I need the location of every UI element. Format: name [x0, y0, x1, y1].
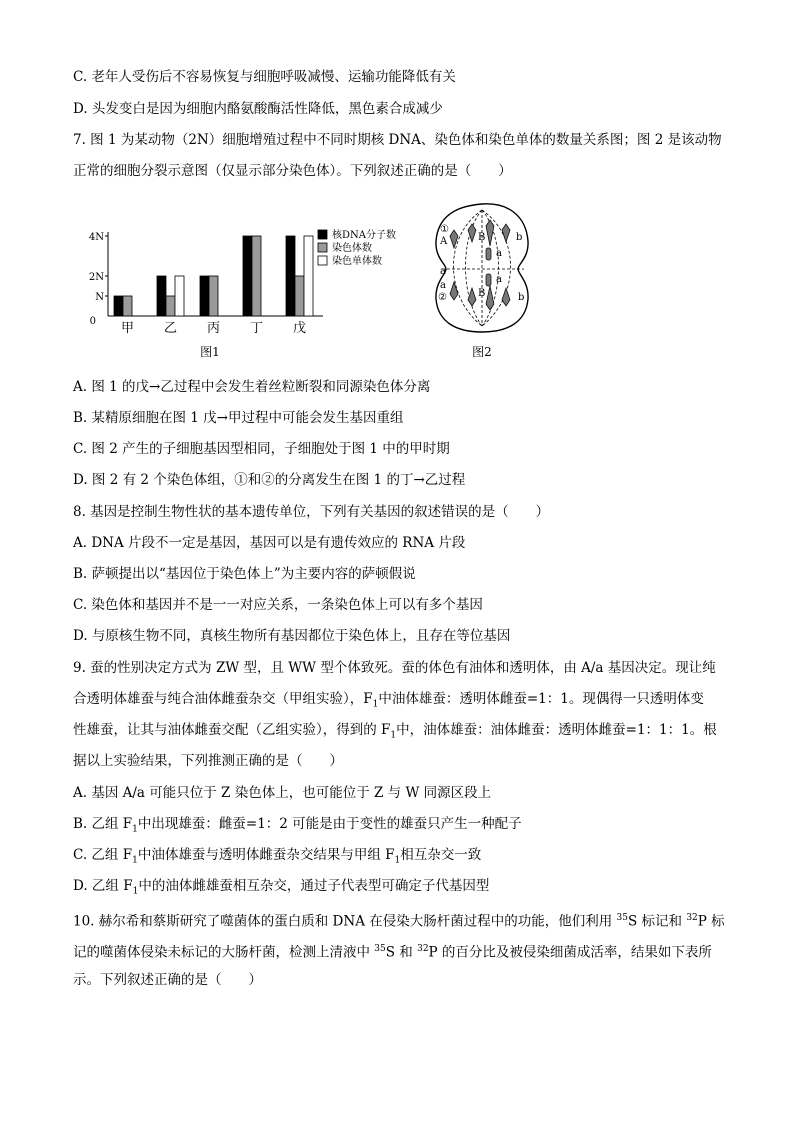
label-a-left: a — [440, 266, 446, 277]
bar — [209, 276, 218, 316]
x-category-label: 丁 — [249, 321, 264, 336]
q7-option-b: B. 某精原细胞在图 1 戊→甲过程中可能会发生基因重组 — [73, 410, 404, 426]
label-a-lower-mid: a — [496, 274, 502, 285]
bar — [175, 276, 184, 316]
x-category-label: 甲 — [120, 321, 135, 336]
q9-stem-line4: 据以上实验结果，下列推测正确的是（ ） — [73, 753, 343, 769]
label-b-lower: b — [518, 292, 525, 303]
label-A-upper: A — [440, 236, 448, 247]
x-category-label: 丙 — [206, 321, 221, 336]
q6-option-d: D. 头发变白是因为细胞内酪氨酸酶活性降低，黑色素合成减少 — [73, 101, 443, 117]
spindle-fibers — [454, 210, 511, 326]
q9-stem-line3: 性雄蚕，让其与油体雌蚕交配（乙组实验），得到的 $F_1$中，油体雄蚕：油体雌蚕：透明体雌蚕=1：1：1。根 — [73, 722, 717, 741]
figure1-caption: 图1 — [200, 345, 220, 359]
q10-stem-line2: 记的噬菌体侵染未标记的大肠杆菌，检测上清液中 $^{35}$S 和 $^{32}$P 的百分比及被侵染细菌成活率，结果如下表所 — [73, 944, 712, 961]
q8-option-d: D. 与原核生物不同，真核生物所有基因都位于染色体上，且存在等位基因 — [73, 628, 511, 644]
q9-option-b: B. 乙组 $F_1$中出现雄蚕：雌蚕=1：2 可能是由于变性的雄蚕只产生一种配子 — [73, 816, 522, 835]
q9-option-c: C. 乙组 $F_1$中油体雄蚕与透明体雌蚕杂交结果与甲组 $F_1$相互杂交一致 — [73, 847, 482, 866]
y-tick-label: N — [95, 292, 104, 303]
figure1-svg — [78, 220, 408, 360]
bar — [286, 236, 295, 316]
figure1-bar-chart — [78, 220, 408, 360]
q7-option-c: C. 图 2 产生的子细胞基因型相同，子细胞处于图 1 中的甲时期 — [73, 441, 450, 457]
label-B-upper: B — [478, 232, 486, 243]
bar — [252, 236, 261, 316]
bar — [123, 296, 132, 316]
q10-stem-line1: 10. 赫尔希和蔡斯研究了噬菌体的蛋白质和 DNA 在侵染大肠杆菌过程中的功能，他们利用 $^{35}$S 标记和 $^{32}$P 标 — [73, 913, 725, 930]
q8-option-c: C. 染色体和基因并不是一一对应关系，一条染色体上可以有多个基因 — [73, 597, 483, 613]
y-tick-label: 2N — [88, 272, 104, 283]
legend-swatch — [318, 230, 327, 239]
bar — [166, 296, 175, 316]
x-category-label: 戊 — [292, 321, 307, 336]
q9-option-d: D. 乙组 $F_1$中的油体雌雄蚕相互杂交，通过子代表型可确定子代基因型 — [73, 878, 490, 897]
bar — [243, 236, 252, 316]
q10-stem-line3: 示。下列叙述正确的是（ ） — [73, 972, 262, 988]
q8-stem: 8. 基因是控制生物性状的基本遗传单位，下列有关基因的叙述错误的是（ ） — [73, 504, 550, 520]
figure2-cell-diagram — [430, 196, 535, 361]
bar — [157, 276, 166, 316]
bar — [200, 276, 209, 316]
legend-swatch — [318, 256, 327, 265]
q6-option-c: C. 老年人受伤后不容易恢复与细胞呼吸减慢、运输功能降低有关 — [73, 69, 456, 85]
figure2-svg — [430, 196, 535, 361]
legend-label: 染色单体数 — [332, 256, 382, 267]
y-tick-label: 0 — [89, 316, 96, 327]
q9-stem-line2: 合透明体雄蚕与纯合油体雌蚕杂交（甲组实验），$F_1$中油体雄蚕：透明体雌蚕=1：1。现偶得一只透明体变 — [73, 691, 704, 710]
legend-swatch — [318, 243, 327, 252]
bar — [295, 276, 304, 316]
q8-option-a: A. DNA 片段不一定是基因，基因可以是有遗传效应的 RNA 片段 — [73, 535, 466, 551]
label-B-lower: B — [478, 288, 486, 299]
bar — [114, 296, 123, 316]
y-tick-label: 4N — [88, 232, 104, 243]
label-b-upper: b — [516, 232, 523, 243]
q7-option-a: A. 图 1 的戊→乙过程中会发生着丝粒断裂和同源染色体分离 — [73, 379, 431, 395]
q7-stem-line2: 正常的细胞分裂示意图（仅显示部分染色体）。下列叙述正确的是（ ） — [73, 163, 512, 179]
bar — [304, 236, 313, 316]
label-a-upper-mid: a — [496, 248, 502, 259]
q9-stem-line1: 9. 蚕的性别决定方式为 ZW 型，且 WW 型个体致死。蚕的体色有油体和透明体，由 A/a 基因决定。现让纯 — [73, 660, 716, 676]
legend-label: 染色体数 — [332, 243, 372, 254]
figure2-caption: 图2 — [472, 345, 492, 359]
x-category-label: 乙 — [163, 321, 178, 336]
label-circle-1: ① — [440, 224, 449, 235]
label-circle-2: ② — [438, 292, 447, 303]
q9-option-a: A. 基因 A/a 可能只位于 Z 染色体上，也可能位于 Z 与 W 同源区段上 — [73, 785, 492, 801]
q8-option-b: B. 萨顿提出以“基因位于染色体上”为主要内容的萨顿假说 — [73, 566, 416, 582]
label-a-left2: a — [440, 280, 446, 291]
legend-label: 核DNA分子数 — [332, 230, 396, 241]
q7-option-d: D. 图 2 有 2 个染色体组，①和②的分离发生在图 1 的丁→乙过程 — [73, 472, 466, 488]
q7-stem-line1: 7. 图 1 为某动物（2N）细胞增殖过程中不同时期核 DNA、染色体和染色单体的数量关系图；图 2 是该动物 — [73, 132, 722, 148]
